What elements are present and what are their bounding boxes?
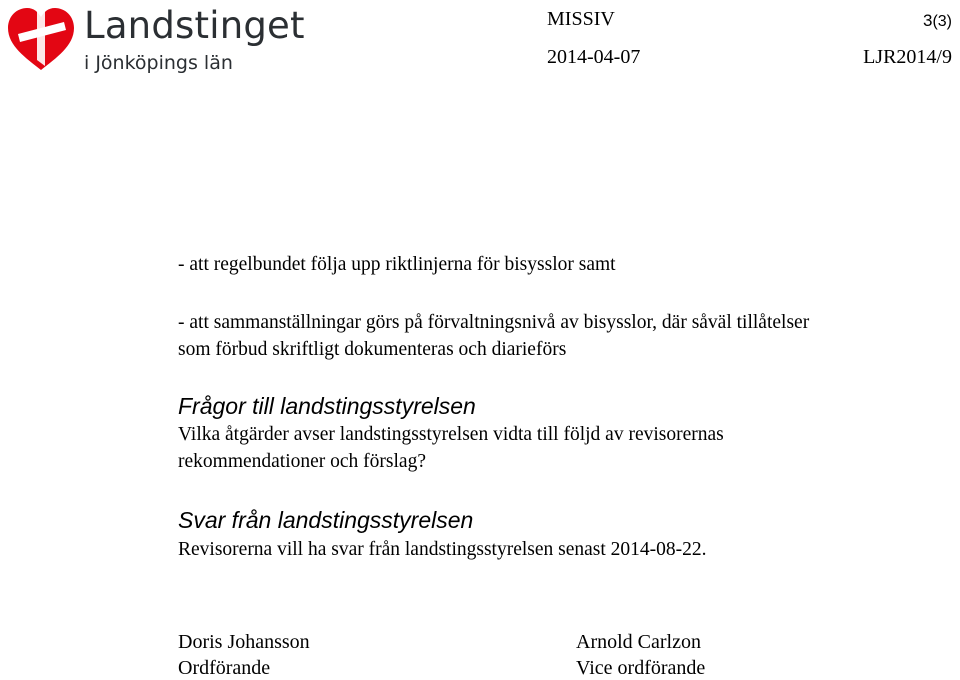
answer-heading: Svar från landstingsstyrelsen: [178, 507, 474, 533]
document-date: 2014-04-07: [547, 46, 641, 68]
question-line2: rekommendationer och förslag?: [178, 451, 426, 472]
document-type: MISSIV: [547, 8, 615, 30]
bullet-follow-up: - att regelbundet följa upp riktlinjerna för bisysslor samt: [178, 254, 616, 275]
heart-logo-icon: [4, 4, 78, 74]
organization-logo: [0, 0, 320, 80]
signatory-left-name: Doris Johansson: [178, 631, 310, 653]
bullet-compilations-line2: som förbud skriftligt dokumenteras och diarieförs: [178, 339, 567, 360]
page-total: (3): [932, 13, 952, 30]
logo-subtitle: i Jönköpings län: [84, 52, 233, 74]
page-number: [923, 11, 952, 31]
signatory-right-name: Arnold Carlzon: [576, 631, 701, 653]
question-line1: Vilka åtgärder avser landstingsstyrelsen vidta till följd av revisorernas: [178, 424, 724, 445]
logo-title: Landstinget: [84, 4, 305, 47]
signatory-left-title: Ordförande: [178, 657, 271, 679]
signatory-right-title: Vice ordförande: [576, 657, 706, 679]
questions-heading: Frågor till landstingsstyrelsen: [178, 393, 476, 419]
page-current: 3: [922, 11, 933, 30]
answer-text: Revisorerna vill ha svar från landstingsstyrelsen senast 2014-08-22.: [178, 539, 707, 560]
document-reference: LJR2014/9: [863, 46, 952, 68]
bullet-compilations-line1: - att sammanställningar görs på förvaltningsnivå av bisysslor, där såväl tillåtelser: [178, 312, 810, 333]
